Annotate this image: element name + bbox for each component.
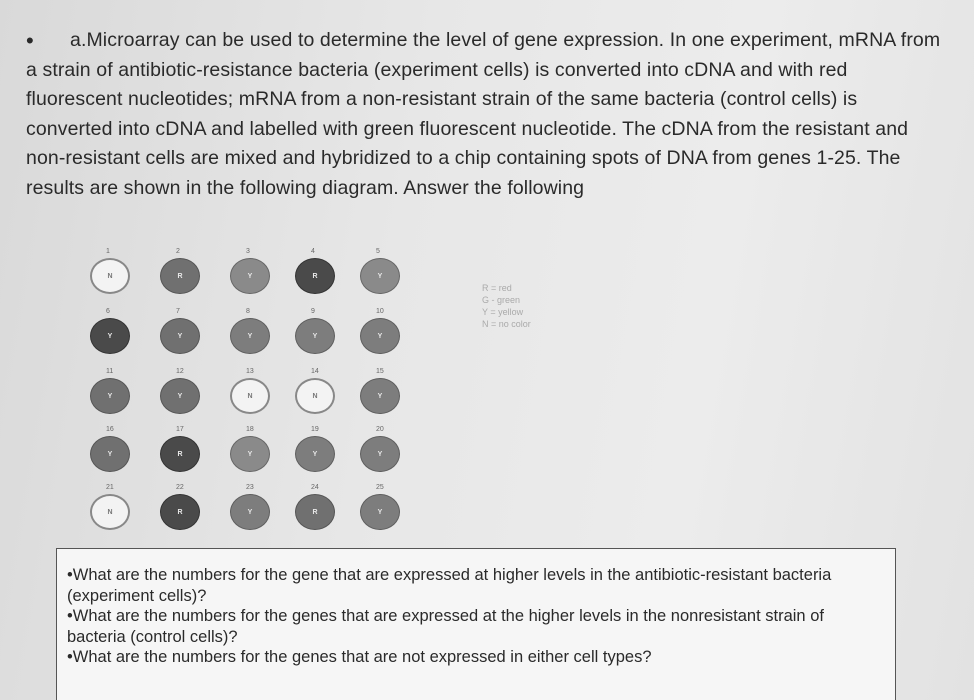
gene-number: 25 bbox=[376, 484, 384, 491]
gene-number: 17 bbox=[176, 426, 184, 433]
microarray-spot: Y bbox=[295, 436, 335, 472]
microarray-spot: Y bbox=[360, 436, 400, 472]
gene-number: 10 bbox=[376, 308, 384, 315]
microarray-spot: N bbox=[295, 378, 335, 414]
gene-number: 21 bbox=[106, 484, 114, 491]
legend-line-green: G - green bbox=[482, 295, 521, 305]
gene-number: 16 bbox=[106, 426, 114, 433]
microarray-spot: R bbox=[295, 258, 335, 294]
microarray-grid bbox=[90, 250, 420, 540]
microarray-spot: Y bbox=[230, 494, 270, 530]
gene-number: 4 bbox=[311, 248, 315, 255]
gene-number: 8 bbox=[246, 308, 250, 315]
legend-line-red: R = red bbox=[482, 283, 512, 293]
gene-number: 14 bbox=[311, 368, 319, 375]
microarray-spot: R bbox=[295, 494, 335, 530]
microarray-spot: Y bbox=[360, 318, 400, 354]
microarray-spot: R bbox=[160, 436, 200, 472]
microarray-spot: R bbox=[160, 258, 200, 294]
gene-number: 13 bbox=[246, 368, 254, 375]
microarray-spot: N bbox=[90, 494, 130, 530]
microarray-spot: Y bbox=[160, 318, 200, 354]
color-legend bbox=[482, 282, 531, 330]
legend-line-no-color: N = no color bbox=[482, 319, 531, 329]
question-control-cells: •What are the numbers for the genes that are expressed at the higher levels in the nonresistant strain of bacteria (control cells)? bbox=[67, 607, 824, 646]
gene-number: 24 bbox=[311, 484, 319, 491]
gene-number: 22 bbox=[176, 484, 184, 491]
microarray-spot: Y bbox=[90, 436, 130, 472]
microarray-spot: Y bbox=[90, 378, 130, 414]
question-neither: •What are the numbers for the genes that are not expressed in either cell types? bbox=[67, 648, 652, 666]
microarray-spot: Y bbox=[360, 378, 400, 414]
microarray-spot: N bbox=[90, 258, 130, 294]
gene-number: 5 bbox=[376, 248, 380, 255]
legend-line-yellow: Y = yellow bbox=[482, 307, 524, 317]
paragraph-text: a.Microarray can be used to determine the level of gene expression. In one experiment, mRNA from a strain of antibiotic-resistance bacteria (experiment cells) is converted into cDNA and with red fluorescent nucleotides; mRNA from a non-resistant strain of the same bacteria (control cells) is converted into cDNA and labelled with green fluorescent nucleotide. The cDNA from the resistant and non-resistant cells are mixed and hybridized to a chip containing spots of DNA from genes 1-25. The results are shown in the following diagram. Answer the following bbox=[26, 29, 941, 199]
microarray-spot: N bbox=[230, 378, 270, 414]
gene-number: 6 bbox=[106, 308, 110, 315]
gene-number: 15 bbox=[376, 368, 384, 375]
microarray-spot: R bbox=[160, 494, 200, 530]
microarray-spot: Y bbox=[230, 436, 270, 472]
gene-number: 23 bbox=[246, 484, 254, 491]
microarray-spot: Y bbox=[360, 258, 400, 294]
microarray-spot: Y bbox=[360, 494, 400, 530]
gene-number: 20 bbox=[376, 426, 384, 433]
gene-number: 19 bbox=[311, 426, 319, 433]
microarray-spot: Y bbox=[230, 258, 270, 294]
gene-number: 7 bbox=[176, 308, 180, 315]
microarray-spot: Y bbox=[230, 318, 270, 354]
gene-number: 3 bbox=[246, 248, 250, 255]
gene-number: 18 bbox=[246, 426, 254, 433]
questions-box bbox=[56, 548, 896, 700]
gene-number: 2 bbox=[176, 248, 180, 255]
microarray-spot: Y bbox=[90, 318, 130, 354]
gene-number: 11 bbox=[106, 368, 114, 375]
gene-number: 12 bbox=[176, 368, 184, 375]
microarray-spot: Y bbox=[295, 318, 335, 354]
gene-number: 9 bbox=[311, 308, 315, 315]
intro-paragraph bbox=[26, 26, 946, 203]
question-experiment-cells: •What are the numbers for the gene that are expressed at higher levels in the antibiotic-resistant bacteria (experiment cells)? bbox=[67, 566, 832, 605]
microarray-spot: Y bbox=[160, 378, 200, 414]
gene-number: 1 bbox=[106, 248, 110, 255]
paragraph-bullet: • bbox=[26, 28, 34, 53]
